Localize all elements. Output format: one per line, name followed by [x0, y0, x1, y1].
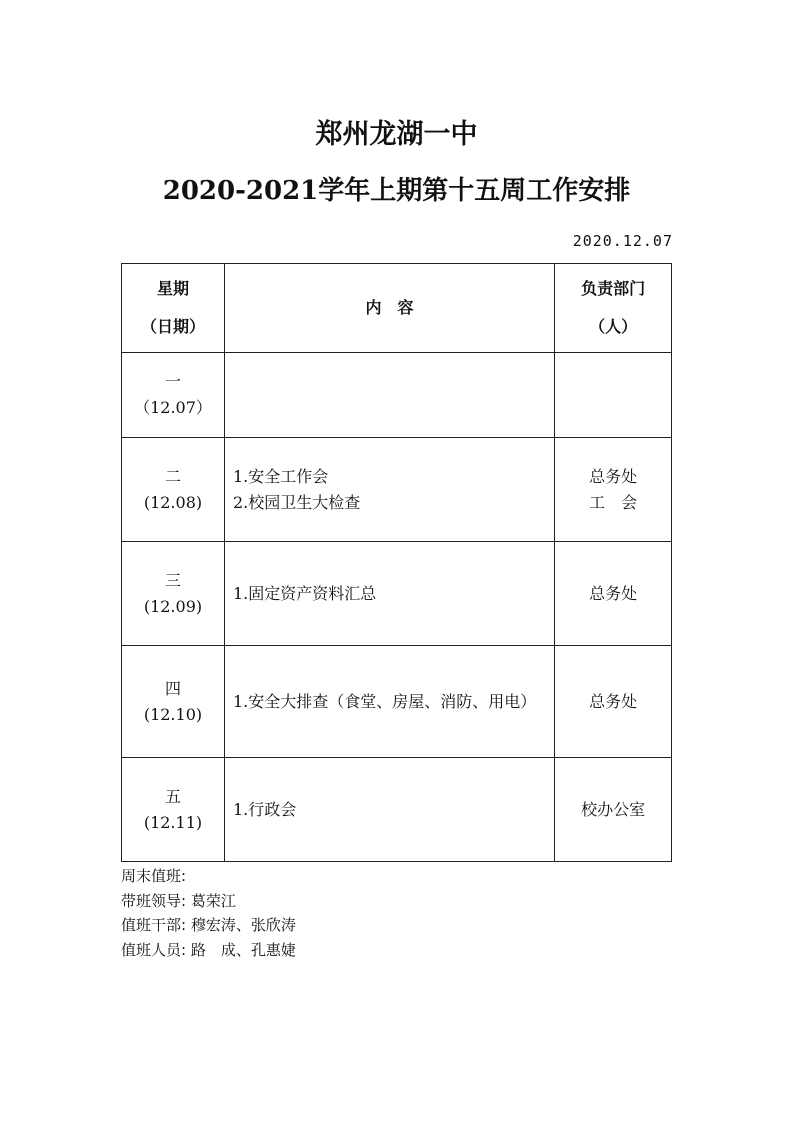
- header-dept: 负责部门 （人）: [555, 264, 672, 353]
- table-row: [122, 353, 672, 438]
- dept-cell: [555, 542, 672, 646]
- content-cell: [224, 646, 554, 758]
- content-cell-line: 1.安全大排查（食堂、房屋、消防、用电）: [232, 691, 537, 711]
- day-cell: [122, 438, 225, 542]
- content-cell-line: 1.固定资产资料汇总: [232, 583, 377, 603]
- table-row: [122, 646, 672, 758]
- dept-cell-line: 总务处: [589, 466, 638, 486]
- dept-cell: [555, 353, 672, 438]
- schedule-title: 2020-2021学年上期第十五周工作安排: [162, 176, 631, 206]
- dept-cell-line: 总务处: [589, 691, 638, 711]
- weekend-duty: [121, 864, 296, 962]
- day-cell: [122, 542, 225, 646]
- content-cell-line: 1.行政会: [232, 799, 297, 819]
- header-content: 内 容: [224, 264, 554, 353]
- day-day: 三: [164, 570, 181, 590]
- school-title: 郑州龙湖一中: [315, 119, 478, 150]
- day-day: 一: [164, 372, 181, 391]
- dept-cell: [555, 438, 672, 542]
- content-cell-line: 2.校园卫生大检查: [232, 492, 361, 512]
- content-cell: [224, 353, 554, 438]
- table-header: [122, 264, 672, 353]
- table-row: [122, 438, 672, 542]
- schedule-table: [121, 263, 672, 862]
- content-cell: [224, 542, 554, 646]
- dept-cell-line: 工 会: [589, 492, 638, 512]
- duty-line: 值班人员: 路 成、孔惠婕: [121, 940, 296, 959]
- dept-cell: [555, 646, 672, 758]
- content-cell: [224, 758, 554, 862]
- day-day: 二: [164, 466, 181, 486]
- duty-line: 值班干部: 穆宏涛、张欣涛: [121, 916, 296, 934]
- day-date: （12.07）: [134, 398, 212, 417]
- content-cell: [224, 438, 554, 542]
- day-cell: [122, 353, 225, 438]
- day-date: (12.11): [143, 812, 203, 832]
- header-day: 星期 （日期）: [122, 264, 225, 353]
- dept-cell: [555, 758, 672, 862]
- duty-line: 周末值班:: [121, 867, 187, 885]
- day-cell: [122, 758, 225, 862]
- day-date: (12.09): [143, 596, 203, 616]
- day-day: 五: [164, 786, 181, 806]
- content-cell-line: 1.安全工作会: [232, 466, 329, 486]
- dept-cell-line: 校办公室: [581, 799, 646, 819]
- dept-cell-line: 总务处: [589, 583, 638, 603]
- table-row: [122, 542, 672, 646]
- day-cell: [122, 646, 225, 758]
- duty-line: 带班领导: 葛荣江: [121, 891, 236, 910]
- day-date: (12.10): [143, 704, 203, 724]
- table-row: [122, 758, 672, 862]
- day-day: 四: [164, 678, 181, 698]
- document-date: 2020.12.07: [572, 232, 673, 250]
- day-date: (12.08): [143, 492, 203, 512]
